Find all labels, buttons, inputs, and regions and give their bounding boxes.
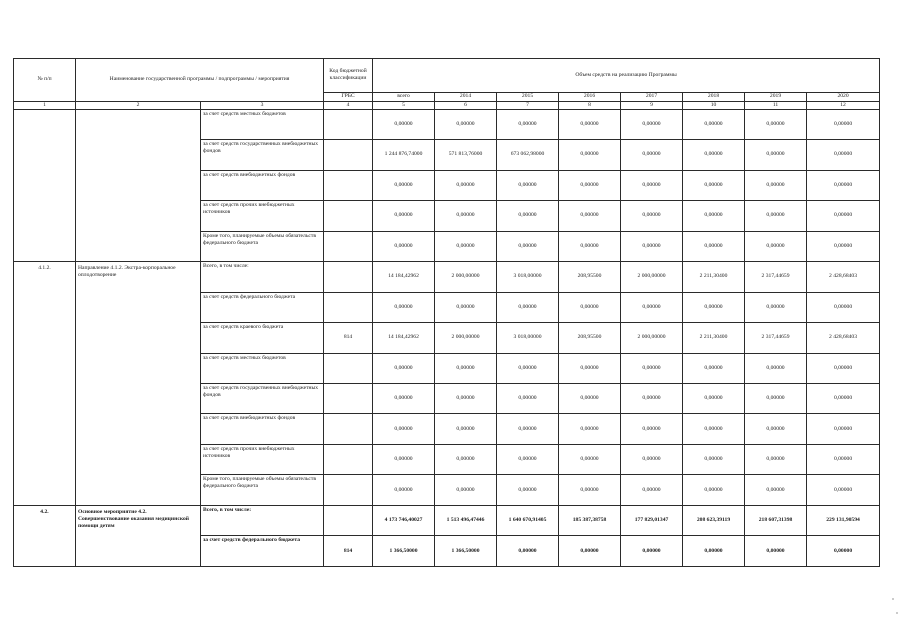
value-year: 0,00000 — [683, 231, 745, 261]
col-number: 6 — [435, 101, 497, 109]
value-year: 0,00000 — [745, 201, 807, 231]
value-year: 2 000,00000 — [435, 262, 497, 292]
value-year: 0,00000 — [683, 536, 745, 567]
value-year: 0,00000 — [497, 170, 559, 200]
value-year: 1 366,50000 — [435, 536, 497, 567]
value-year: 185 387,38758 — [559, 505, 621, 535]
value-year: 0,00000 — [435, 231, 497, 261]
grbs-code — [324, 292, 373, 322]
header-code: Код бюджетной классификации — [324, 59, 373, 93]
funding-source: за счет средств федерального бюджета — [201, 536, 324, 567]
col-number: 12 — [807, 101, 880, 109]
table-row — [14, 262, 880, 292]
col-number: 5 — [373, 101, 435, 109]
col-number: 4 — [324, 101, 373, 109]
value-year: 1 640 670,91405 — [497, 505, 559, 535]
value-year: 2 428,68403 — [807, 323, 880, 353]
value-total: 0,00000 — [373, 292, 435, 322]
value-year: 0,00000 — [497, 353, 559, 383]
value-year: 0,00000 — [807, 231, 880, 261]
value-year: 0,00000 — [497, 201, 559, 231]
value-year: 2 211,30400 — [683, 262, 745, 292]
value-year: 0,00000 — [683, 201, 745, 231]
grbs-code: 814 — [324, 536, 373, 567]
value-year: 0,00000 — [497, 414, 559, 444]
value-year: 0,00000 — [435, 384, 497, 414]
header-grbs: ГРБС — [324, 92, 373, 101]
table-row — [14, 505, 880, 535]
value-year: 0,00000 — [683, 444, 745, 474]
value-year: 0,00000 — [559, 170, 621, 200]
value-year: 218 607,31398 — [745, 505, 807, 535]
value-year: 0,00000 — [807, 536, 880, 567]
value-total: 1 366,50000 — [373, 536, 435, 567]
value-year: 0,00000 — [621, 170, 683, 200]
value-year: 0,00000 — [683, 292, 745, 322]
value-year: 0,00000 — [807, 292, 880, 322]
value-total: 0,00000 — [373, 109, 435, 139]
value-year: 0,00000 — [435, 292, 497, 322]
grbs-code — [324, 170, 373, 200]
header-total: всего — [373, 92, 435, 101]
scan-speck — [896, 612, 898, 614]
header-year: 2018 — [683, 92, 745, 101]
funding-source: за счет средств местных бюджетов — [201, 353, 324, 383]
value-year: 229 131,90594 — [807, 505, 880, 535]
header-num: № п/п — [14, 59, 76, 102]
value-year: 2 317,44659 — [745, 323, 807, 353]
header-year: 2016 — [559, 92, 621, 101]
budget-table-sheet — [13, 58, 879, 567]
funding-source: за счет средств государственных внебюджетных фондов — [201, 140, 324, 170]
funding-source: за счет средств прочих внебюджетных источников — [201, 201, 324, 231]
value-year: 0,00000 — [435, 201, 497, 231]
value-year: 0,00000 — [683, 109, 745, 139]
value-year: 0,00000 — [559, 414, 621, 444]
value-year: 0,00000 — [497, 475, 559, 505]
value-total: 14 184,42962 — [373, 262, 435, 292]
value-year: 0,00000 — [621, 444, 683, 474]
value-year: 0,00000 — [807, 201, 880, 231]
grbs-code — [324, 231, 373, 261]
value-year: 0,00000 — [683, 353, 745, 383]
funding-source: за счет средств прочих внебюджетных источников — [201, 444, 324, 474]
value-total: 0,00000 — [373, 475, 435, 505]
value-year: 0,00000 — [621, 201, 683, 231]
value-year: 0,00000 — [745, 231, 807, 261]
header-row-colnums — [14, 101, 880, 109]
value-year: 2 000,00000 — [621, 262, 683, 292]
value-year: 0,00000 — [745, 475, 807, 505]
value-year: 0,00000 — [559, 384, 621, 414]
value-year: 177 829,01347 — [621, 505, 683, 535]
col-number: 1 — [14, 101, 76, 109]
value-year: 0,00000 — [559, 201, 621, 231]
value-year: 208,95500 — [559, 262, 621, 292]
value-year: 0,00000 — [497, 536, 559, 567]
value-total: 0,00000 — [373, 170, 435, 200]
value-year: 0,00000 — [621, 109, 683, 139]
scan-speck — [892, 598, 894, 600]
value-year: 0,00000 — [559, 231, 621, 261]
value-year: 0,00000 — [745, 444, 807, 474]
funding-source: Кроме того, планируемые объемы обязательств федерального бюджета — [201, 475, 324, 505]
value-year: 2 000,00000 — [621, 323, 683, 353]
item-name: Основное мероприятие 4.2. Совершенствование оказания медицинской помощи детям — [76, 505, 201, 566]
value-year: 0,00000 — [497, 444, 559, 474]
value-year: 0,00000 — [807, 414, 880, 444]
value-year: 0,00000 — [559, 140, 621, 170]
value-year: 0,00000 — [497, 109, 559, 139]
value-total: 14 184,42962 — [373, 323, 435, 353]
value-year: 0,00000 — [807, 353, 880, 383]
value-year: 0,00000 — [621, 292, 683, 322]
value-year: 2 317,44659 — [745, 262, 807, 292]
grbs-code — [324, 109, 373, 139]
grbs-code — [324, 505, 373, 535]
value-year: 0,00000 — [621, 353, 683, 383]
col-number: 10 — [683, 101, 745, 109]
header-volume: Объем средств на реализацию Программы — [373, 59, 880, 93]
value-year: 0,00000 — [559, 353, 621, 383]
value-year: 0,00000 — [621, 414, 683, 444]
value-year: 2 211,30400 — [683, 323, 745, 353]
header-year: 2020 — [807, 92, 880, 101]
value-total: 0,00000 — [373, 414, 435, 444]
budget-table — [13, 58, 880, 567]
value-year: 0,00000 — [559, 536, 621, 567]
value-year: 0,00000 — [497, 384, 559, 414]
value-total: 0,00000 — [373, 444, 435, 474]
grbs-code: 814 — [324, 323, 373, 353]
grbs-code — [324, 384, 373, 414]
value-year: 0,00000 — [435, 414, 497, 444]
value-year: 0,00000 — [807, 384, 880, 414]
funding-source: за счет средств федерального бюджета — [201, 292, 324, 322]
value-year: 0,00000 — [435, 109, 497, 139]
value-total: 1 244 876,74000 — [373, 140, 435, 170]
value-year: 0,00000 — [497, 231, 559, 261]
value-year: 0,00000 — [807, 109, 880, 139]
value-total: 0,00000 — [373, 231, 435, 261]
header-name: Наименование государственной программы / подпрограммы / мероприятия — [76, 59, 324, 102]
grbs-code — [324, 140, 373, 170]
funding-source: за счет средств краевого бюджета — [201, 323, 324, 353]
value-year: 0,00000 — [621, 475, 683, 505]
col-number: 3 — [201, 101, 324, 109]
value-year: 0,00000 — [683, 414, 745, 444]
header-year: 2015 — [497, 92, 559, 101]
grbs-code — [324, 353, 373, 383]
value-year: 0,00000 — [621, 140, 683, 170]
value-year: 2 428,68403 — [807, 262, 880, 292]
value-year: 0,00000 — [807, 444, 880, 474]
value-year: 0,00000 — [621, 231, 683, 261]
header-year: 2014 — [435, 92, 497, 101]
value-year: 0,00000 — [683, 384, 745, 414]
value-year: 0,00000 — [435, 475, 497, 505]
col-number: 9 — [621, 101, 683, 109]
value-year: 0,00000 — [745, 384, 807, 414]
value-year: 0,00000 — [435, 444, 497, 474]
value-year: 0,00000 — [559, 292, 621, 322]
funding-source: Всего, в том числе: — [201, 505, 324, 535]
grbs-code — [324, 475, 373, 505]
row-number — [14, 109, 76, 261]
row-number: 4.2. — [14, 505, 76, 566]
item-name — [76, 109, 201, 261]
value-year: 0,00000 — [559, 444, 621, 474]
funding-source: за счет средств внебюджетных фондов — [201, 170, 324, 200]
value-year: 0,00000 — [807, 140, 880, 170]
value-year: 2 000,00000 — [435, 323, 497, 353]
value-year: 0,00000 — [745, 292, 807, 322]
value-year: 3 018,00000 — [497, 323, 559, 353]
value-year: 0,00000 — [621, 384, 683, 414]
funding-source: за счет средств внебюджетных фондов — [201, 414, 324, 444]
value-year: 0,00000 — [559, 109, 621, 139]
grbs-code — [324, 414, 373, 444]
value-total: 0,00000 — [373, 353, 435, 383]
item-name: Направление 4.1.2. Экстра-корпоральное оплодотворение — [76, 262, 201, 506]
funding-source: за счет средств местных бюджетов — [201, 109, 324, 139]
grbs-code — [324, 201, 373, 231]
col-number: 8 — [559, 101, 621, 109]
value-year: 208,95500 — [559, 323, 621, 353]
value-total: 0,00000 — [373, 201, 435, 231]
value-year: 208 623,39119 — [683, 505, 745, 535]
row-number: 4.1.2. — [14, 262, 76, 506]
value-year: 0,00000 — [745, 140, 807, 170]
value-year: 1 513 496,47446 — [435, 505, 497, 535]
value-year: 0,00000 — [559, 475, 621, 505]
table-row — [14, 109, 880, 139]
value-year: 0,00000 — [745, 536, 807, 567]
value-year: 571 813,76000 — [435, 140, 497, 170]
value-year: 0,00000 — [435, 353, 497, 383]
value-year: 0,00000 — [683, 140, 745, 170]
funding-source: Всего, в том числе: — [201, 262, 324, 292]
value-year: 3 018,00000 — [497, 262, 559, 292]
grbs-code — [324, 262, 373, 292]
value-year: 0,00000 — [683, 170, 745, 200]
header-row-main — [14, 59, 880, 93]
value-total: 0,00000 — [373, 384, 435, 414]
col-number: 2 — [76, 101, 201, 109]
value-year: 0,00000 — [497, 292, 559, 322]
value-year: 0,00000 — [807, 170, 880, 200]
header-year: 2017 — [621, 92, 683, 101]
value-year: 0,00000 — [745, 170, 807, 200]
col-number: 7 — [497, 101, 559, 109]
value-year: 0,00000 — [745, 353, 807, 383]
grbs-code — [324, 444, 373, 474]
value-total: 4 173 746,40027 — [373, 505, 435, 535]
col-number: 11 — [745, 101, 807, 109]
value-year: 0,00000 — [807, 475, 880, 505]
funding-source: за счет средств государственных внебюджетных фондов — [201, 384, 324, 414]
funding-source: Кроме того, планируемые объемы обязательств федерального бюджета — [201, 231, 324, 261]
value-year: 0,00000 — [683, 475, 745, 505]
value-year: 0,00000 — [745, 109, 807, 139]
value-year: 673 062,98000 — [497, 140, 559, 170]
value-year: 0,00000 — [745, 414, 807, 444]
value-year: 0,00000 — [621, 536, 683, 567]
value-year: 0,00000 — [435, 170, 497, 200]
header-year: 2019 — [745, 92, 807, 101]
